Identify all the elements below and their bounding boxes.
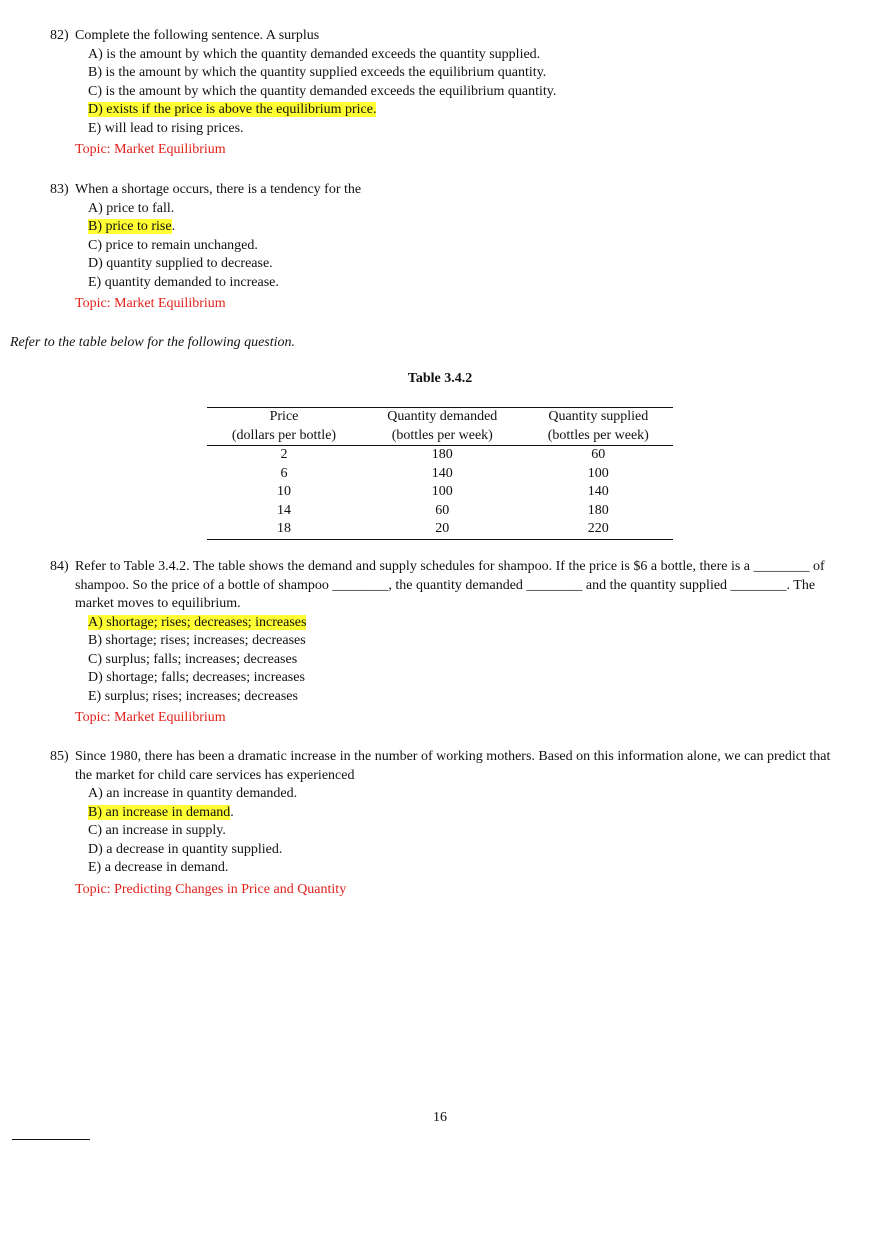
answer-options xyxy=(88,614,840,707)
highlighted-answer: B) an increase in demand xyxy=(88,804,231,820)
option-b: B) is the amount by which the quantity supplied exceeds the equilibrium quantity. xyxy=(88,65,547,80)
option-d: D) a decrease in quantity supplied. xyxy=(88,841,283,857)
option-b: B) shortage; rises; increases; decreases xyxy=(88,633,306,648)
option-e: E) will lead to rising prices. xyxy=(88,120,244,136)
cell-demanded: 100 xyxy=(431,484,453,499)
question-number: 85) xyxy=(50,749,69,764)
option-b-correct xyxy=(88,218,840,237)
question-85 xyxy=(50,748,840,899)
option-a: A) is the amount by which the quantity demanded exceeds the quantity supplied. xyxy=(88,46,541,62)
table-row xyxy=(207,483,673,502)
footnote-divider xyxy=(12,1139,90,1140)
supply-demand-table xyxy=(207,407,673,540)
table-caption: Table 3.4.2 xyxy=(407,371,473,386)
cell-supplied: 60 xyxy=(591,447,606,462)
cell-supplied: 140 xyxy=(587,484,609,499)
highlighted-answer: A) shortage; rises; decreases; increases xyxy=(88,614,307,630)
refer-instruction: Refer to the table below for the following question. xyxy=(10,335,296,350)
header-quantity-supplied: Quantity supplied (bottles per week) xyxy=(547,409,649,443)
question-83 xyxy=(50,181,840,314)
cell-price: 14 xyxy=(276,502,291,518)
question-number: 83) xyxy=(50,182,69,197)
answer-options xyxy=(88,200,840,293)
table-row xyxy=(207,520,673,539)
answer-suffix: . xyxy=(230,804,234,820)
question-text: Since 1980, there has been a dramatic increase in the number of working mothers. Based on this information alone, we can predict that the market for child care services has experienced xyxy=(75,749,831,783)
option-c: C) surplus; falls; increases; decreases xyxy=(88,651,298,667)
cell-demanded: 180 xyxy=(431,447,453,462)
topic-label: Topic: Predicting Changes in Price and Quantity xyxy=(75,881,347,897)
page-number: 16 xyxy=(433,1110,447,1125)
option-e: E) surplus; rises; increases; decreases xyxy=(88,688,298,704)
option-c: C) is the amount by which the quantity demanded exceeds the equilibrium quantity. xyxy=(88,83,557,99)
topic-label: Topic: Market Equilibrium xyxy=(75,142,226,157)
option-a: A) an increase in quantity demanded. xyxy=(88,786,298,801)
header-quantity-demanded: Quantity demanded (bottles per week) xyxy=(387,409,498,443)
answer-options xyxy=(88,785,840,878)
answer-options xyxy=(88,46,840,139)
question-number: 82) xyxy=(50,28,69,43)
topic-label: Topic: Market Equilibrium xyxy=(75,296,226,311)
cell-price: 18 xyxy=(276,521,291,536)
option-d-correct xyxy=(88,101,840,120)
cell-demanded: 20 xyxy=(435,521,450,536)
option-d: D) quantity supplied to decrease. xyxy=(88,256,273,271)
option-a-correct xyxy=(88,614,840,633)
question-text: Complete the following sentence. A surplus xyxy=(75,28,320,43)
header-price: Price (dollars per bottle) xyxy=(231,409,337,443)
option-a: A) price to fall. xyxy=(88,200,175,216)
question-number: 84) xyxy=(50,559,69,574)
question-text: When a shortage occurs, there is a tendency for the xyxy=(75,182,362,197)
cell-supplied: 100 xyxy=(587,465,609,481)
question-84 xyxy=(50,558,840,728)
highlighted-answer: D) exists if the price is above the equilibrium price. xyxy=(88,102,377,117)
table-row xyxy=(207,465,673,484)
option-c: C) price to remain unchanged. xyxy=(88,237,258,253)
cell-demanded: 140 xyxy=(431,465,453,481)
option-e: E) a decrease in demand. xyxy=(88,860,229,875)
table-header-row xyxy=(207,408,673,446)
topic-label: Topic: Market Equilibrium xyxy=(75,710,226,725)
table-row xyxy=(207,446,673,465)
cell-demanded: 60 xyxy=(435,502,450,518)
option-b-correct xyxy=(88,804,840,823)
option-d: D) shortage; falls; decreases; increases xyxy=(88,670,305,685)
cell-supplied: 220 xyxy=(587,521,609,536)
option-e: E) quantity demanded to increase. xyxy=(88,274,279,290)
cell-price: 2 xyxy=(280,447,288,462)
table-row xyxy=(207,502,673,521)
answer-suffix: . xyxy=(171,219,176,234)
question-82 xyxy=(50,27,840,160)
cell-price: 6 xyxy=(280,465,288,481)
highlighted-answer: B) price to rise xyxy=(88,219,172,234)
option-c: C) an increase in supply. xyxy=(88,823,226,838)
cell-price: 10 xyxy=(276,484,291,499)
cell-supplied: 180 xyxy=(587,502,609,518)
question-text: Refer to Table 3.4.2. The table shows the demand and supply schedules for shampoo. If the price is $6 a bottle, there is a ________ of shampoo. So the price of a bottle of shampoo ________, the quantity demanded ________ and the quantity supplied ________. The market moves to equilibrium. xyxy=(75,559,825,611)
